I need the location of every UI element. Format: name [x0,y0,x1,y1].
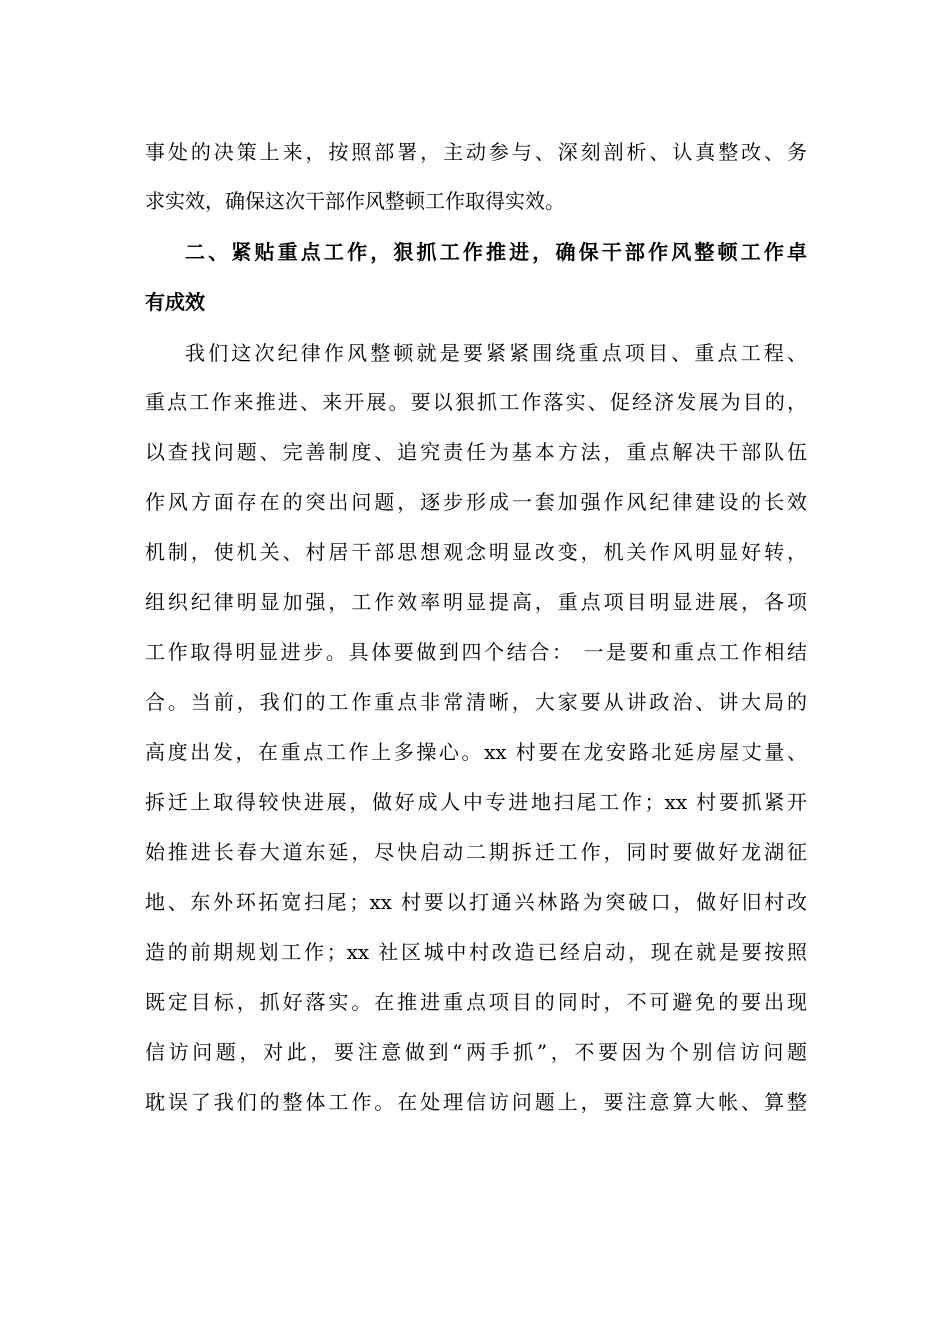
body-text-line: 工作取得明显进步。具体要做到四个结合： 一是要和重点工作相结 [145,640,807,664]
body-text-line: 信访问题，对此，要注意做到“两手抓”，不要因为个别信访问题 [145,1040,807,1064]
body-text-line: 重点工作来推进、来开展。要以狠抓工作落实、促经济发展为目的， [145,390,807,414]
body-text-line: 拆迁上取得较快进展，做好成人中专进地扫尾工作；xx 村要抓紧开 [145,790,807,814]
section-heading-line: 二、紧贴重点工作，狠抓工作推进，确保干部作风整顿工作卓 [185,240,807,264]
body-text-line: 合。当前，我们的工作重点非常清晰，大家要从讲政治、讲大局的 [145,690,807,714]
body-text-line: 作风方面存在的突出问题，逐步形成一套加强作风纪律建设的长效 [145,490,807,514]
body-text-line: 组织纪律明显加强，工作效率明显提高，重点项目明显进展，各项 [145,590,807,614]
body-text-line: 我们这次纪律作风整顿就是要紧紧围绕重点项目、重点工程、 [185,341,807,365]
body-text-line: 造的前期规划工作；xx 社区城中村改造已经启动，现在就是要按照 [145,940,807,964]
body-text-line: 地、东外环拓宽扫尾；xx 村要以打通兴林路为突破口，做好旧村改 [145,890,807,914]
section-heading-line: 有成效 [145,290,205,314]
body-text-line: 以查找问题、完善制度、追究责任为基本方法，重点解决干部队伍 [145,440,807,464]
body-text-line: 耽误了我们的整体工作。在处理信访问题上，要注意算大帐、算整 [145,1090,807,1114]
body-text-line: 求实效，确保这次干部作风整顿工作取得实效。 [145,189,565,213]
body-text-line: 高度出发，在重点工作上多操心。xx 村要在龙安路北延房屋丈量、 [145,740,807,764]
body-text-line: 既定目标，抓好落实。在推进重点项目的同时，不可避免的要出现 [145,990,807,1014]
body-text-line: 始推进长春大道东延，尽快启动二期拆迁工作，同时要做好龙湖征 [145,840,807,864]
body-text-line: 事处的决策上来，按照部署，主动参与、深刻剖析、认真整改、务 [145,140,807,164]
body-text-line: 机制，使机关、村居干部思想观念明显改变，机关作风明显好转， [145,540,807,564]
